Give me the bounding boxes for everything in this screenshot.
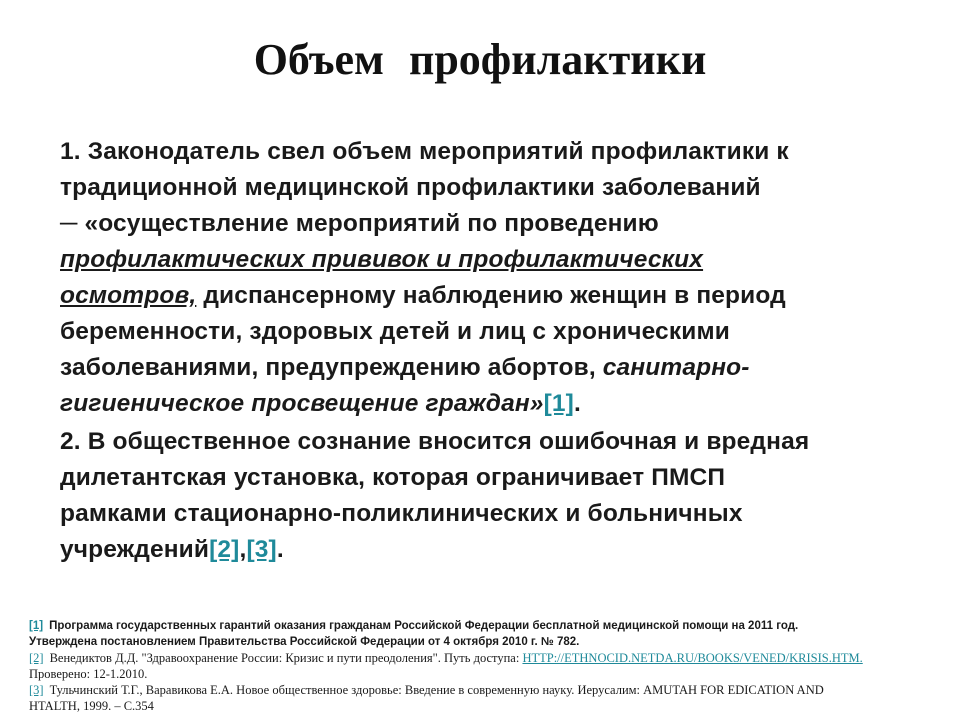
- footnote-2-ref[interactable]: [2]: [29, 651, 44, 665]
- footnote-1-line-2: Утверждена постановлением Правительства Российской Федерации от 4 октября 2010 г. № 782.: [29, 636, 580, 648]
- paragraph-1-line-7: [60, 350, 930, 386]
- paragraph-1-period: .: [574, 390, 581, 417]
- paragraph-2: [60, 424, 930, 568]
- paragraph-2-line-4-text: учреждений: [60, 536, 210, 563]
- paragraph-1-line-1: [60, 134, 930, 170]
- italic-phrase: санитарно-: [602, 354, 750, 381]
- paragraph-2-line-4: [60, 532, 930, 568]
- footnote-1: [29, 618, 934, 650]
- footnotes: [29, 618, 934, 714]
- paragraph-1-text: Законодатель свел объем мероприятий профилактики к: [87, 138, 789, 165]
- paragraph-2-line-2: дилетантская установка, которая ограничивает ПМСП: [60, 464, 726, 491]
- slide-body: [60, 134, 930, 568]
- paragraph-1-line-5-rest: диспансерному наблюдению женщин в период: [196, 282, 786, 309]
- footnote-3-line-1: Тульчинский Т.Г., Варавикова Е.А. Новое общественное здоровье: Введение в современную науку. Иерусалим: AMUTAH FOR EDICATION AND: [49, 683, 824, 697]
- footnote-1-line-1: Программа государственных гарантий оказания гражданам Российской Федерации бесплатной медицинской помощи на 2011 год.: [49, 620, 799, 632]
- paragraph-2-period: .: [276, 536, 284, 563]
- slide-title: Объем профилактики: [253, 35, 707, 84]
- paragraph-1-line-2: традиционной медицинской профилактики заболеваний: [60, 174, 761, 201]
- footnote-3-ref[interactable]: [3]: [29, 683, 44, 697]
- footnote-2: [29, 650, 934, 682]
- paragraph-2-line-1: [60, 424, 930, 460]
- paragraph-1: [60, 134, 930, 422]
- footnote-2-checked: Проверено: 12-1.2010.: [29, 667, 148, 681]
- footnote-3: [29, 682, 934, 714]
- paragraph-1-line-6: беременности, здоровых детей и лиц с хроническими: [60, 318, 730, 345]
- underlined-phrase: профилактических прививок и профилактических: [60, 246, 704, 273]
- footnote-1-ref[interactable]: [1]: [29, 620, 44, 632]
- footnote-3-line-2: HTALTH, 1999. – С.354: [29, 699, 154, 713]
- ref-separator: ,: [239, 536, 247, 563]
- footnote-link-3[interactable]: [3]: [246, 536, 277, 563]
- underlined-phrase-end: осмотров,: [60, 282, 197, 309]
- paragraph-2-number: 2.: [60, 428, 81, 455]
- footnote-link-1[interactable]: [1]: [543, 390, 574, 417]
- paragraph-1-line-7-plain: заболеваниями, предупреждению абортов,: [60, 354, 603, 381]
- footnote-2-url-link[interactable]: HTTP://ETHNOCID.NETDA.RU/BOOKS/VENED/KRISIS.HTM.: [522, 651, 863, 665]
- footnote-link-2[interactable]: [2]: [209, 536, 240, 563]
- paragraph-1-line-5: [60, 278, 930, 314]
- paragraph-2-line-3: рамками стационарно-поликлинических и больничных: [60, 500, 743, 527]
- paragraph-1-line-4: [60, 242, 930, 278]
- footnote-2-text: Венедиктов Д.Д. "Здравоохранение России: Кризис и пути преодоления". Путь доступа:: [49, 651, 523, 665]
- paragraph-1-line-3: ─ «осуществление мероприятий по проведению: [60, 210, 659, 237]
- italic-phrase-end: гигиеническое просвещение граждан»: [60, 390, 544, 417]
- paragraph-1-line-8: [60, 386, 930, 422]
- paragraph-1-number: 1.: [60, 138, 81, 165]
- paragraph-2-text: В общественное сознание вносится ошибочная и вредная: [87, 428, 810, 455]
